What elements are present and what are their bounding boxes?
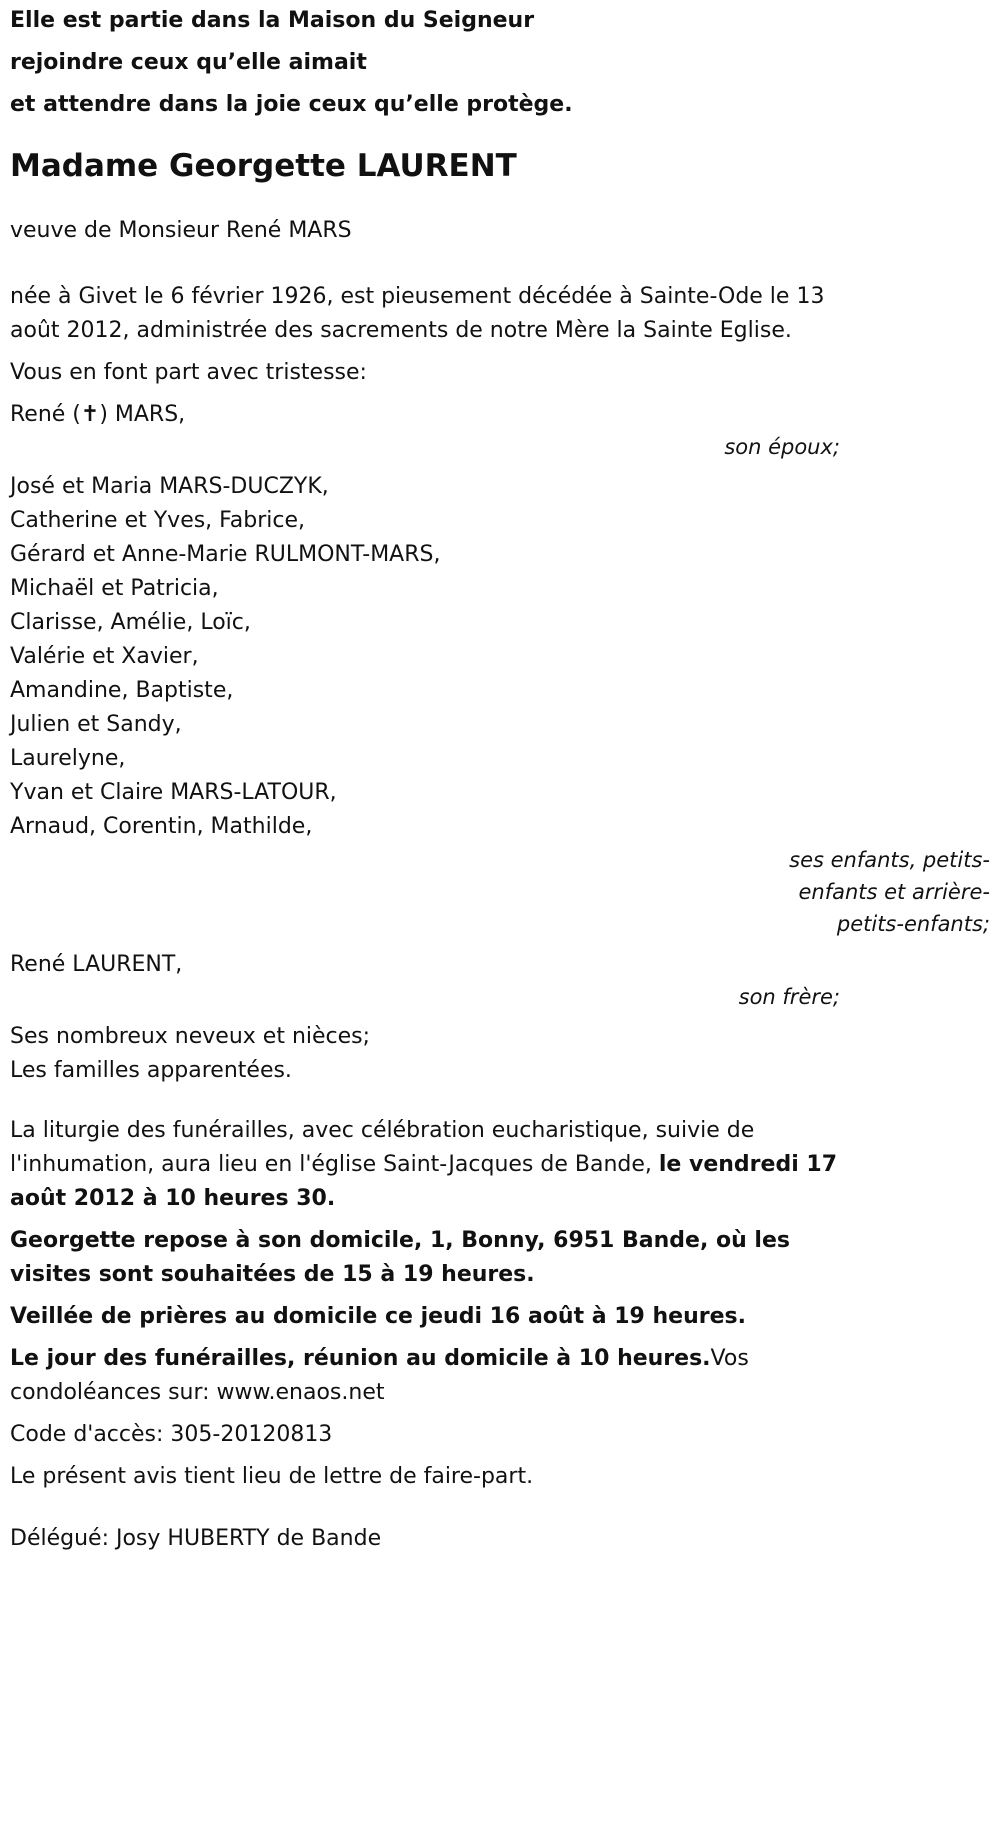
list-item: Amandine, Baptiste, xyxy=(10,678,234,703)
spouse-relation: son époux; xyxy=(724,435,840,459)
brother-relation: son frère; xyxy=(738,985,840,1009)
funeral-day-paragraph xyxy=(10,1342,840,1410)
list-item: Catherine et Yves, Fabrice, xyxy=(10,508,306,533)
birth-death-paragraph: née à Givet le 6 février 1926, est pieusement décédée à Sainte-Ode le 13 août 2012, administrée des sacrements de notre Mère la Sainte Eglise. xyxy=(10,284,825,343)
liturgy-text: La liturgie des funérailles, avec célébration eucharistique, suivie de l'inhumation, aura lieu en l'église Saint-Jacques de Bande, xyxy=(10,1118,755,1177)
intro-line-2: rejoindre ceux qu’elle aimait xyxy=(10,50,367,75)
rest-paragraph: Georgette repose à son domicile, 1, Bonny, 6951 Bande, où les visites sont souhaitées de 15 à 19 heures. xyxy=(10,1228,790,1287)
vigil-line: Veillée de prières au domicile ce jeudi 16 août à 19 heures. xyxy=(10,1304,746,1329)
liturgy-date: le vendredi 17 août 2012 à 10 heures 30. xyxy=(10,1152,838,1211)
condolences-text: Vos condoléances sur: www.enaos.net xyxy=(10,1346,749,1405)
access-code: Code d'accès: 305-20120813 xyxy=(10,1422,333,1447)
list-item: Gérard et Anne-Marie RULMONT-MARS, xyxy=(10,542,441,567)
children-list xyxy=(10,470,990,844)
liturgy-paragraph xyxy=(10,1114,840,1216)
notice-line: Le présent avis tient lieu de lettre de faire-part. xyxy=(10,1464,534,1489)
list-item: Michaël et Patricia, xyxy=(10,576,219,601)
others-line-2: Les familles apparentées. xyxy=(10,1058,292,1083)
intro-line-1: Elle est partie dans la Maison du Seigneur xyxy=(10,8,535,33)
funeral-day-bold: Le jour des funérailles, réunion au domicile à 10 heures. xyxy=(10,1346,711,1371)
list-item: Yvan et Claire MARS-LATOUR, xyxy=(10,780,337,805)
others-line-1: Ses nombreux neveux et nièces; xyxy=(10,1024,371,1049)
intro-line-3: et attendre dans la joie ceux qu’elle protège. xyxy=(10,92,573,117)
children-relation: ses enfants, petits-enfants et arrière-petits-enfants; xyxy=(789,848,990,936)
deceased-name: Madame Georgette LAURENT xyxy=(10,148,517,184)
widow-line: veuve de Monsieur René MARS xyxy=(10,218,352,243)
list-item: Valérie et Xavier, xyxy=(10,644,199,669)
announce-line: Vous en font part avec tristesse: xyxy=(10,360,367,385)
list-item: Arnaud, Corentin, Mathilde, xyxy=(10,814,313,839)
list-item: Julien et Sandy, xyxy=(10,712,182,737)
brother-name: René LAURENT, xyxy=(10,952,183,977)
list-item: Laurelyne, xyxy=(10,746,126,771)
list-item: José et Maria MARS-DUCZYK, xyxy=(10,474,329,499)
intro-verse xyxy=(10,0,990,126)
list-item: Clarisse, Amélie, Loïc, xyxy=(10,610,251,635)
delegate-line: Délégué: Josy HUBERTY de Bande xyxy=(10,1526,382,1551)
spouse-name: René (✝) MARS, xyxy=(10,402,186,427)
